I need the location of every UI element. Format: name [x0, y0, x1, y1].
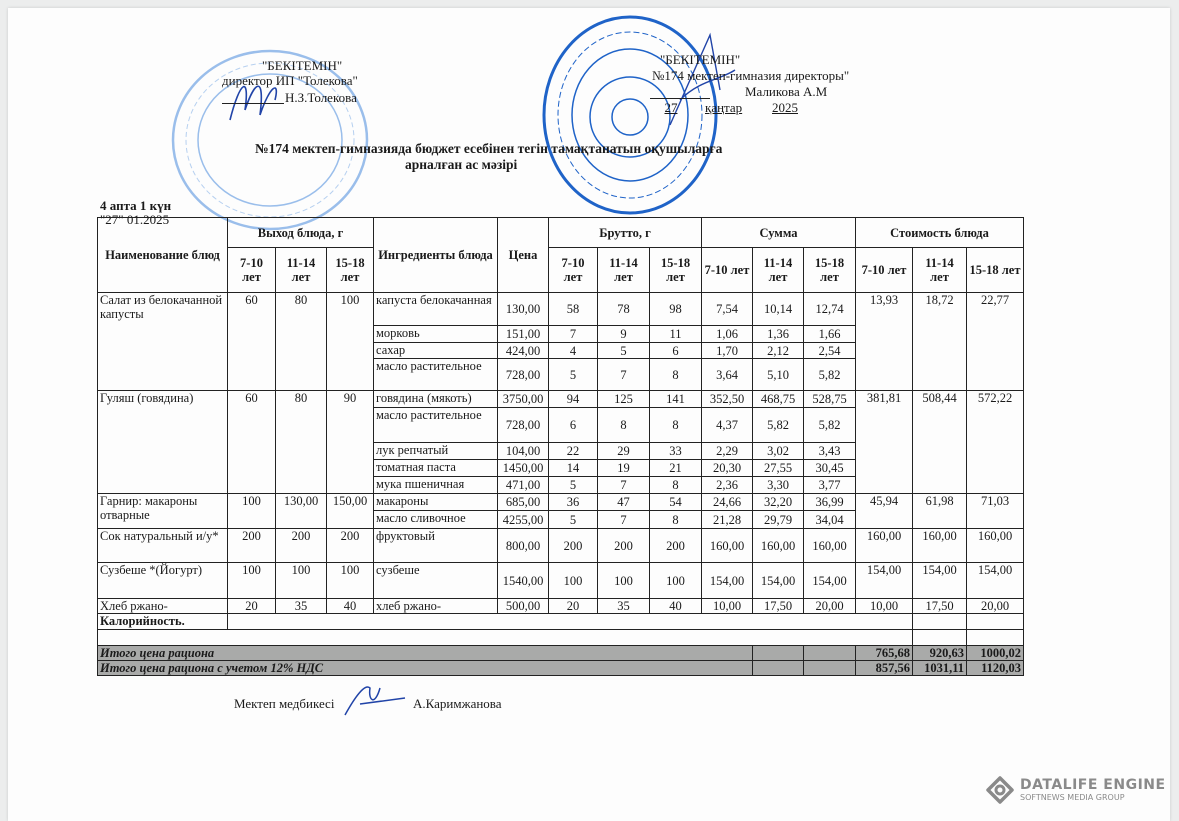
ingredient-brutto: 14: [549, 460, 598, 477]
ingredient-brutto: 5: [598, 343, 650, 359]
header-sum-age: 15-18 лет: [804, 248, 856, 293]
ingredient-name: капуста белокачанная: [374, 293, 498, 326]
ingredient-sum: 34,04: [804, 511, 856, 529]
approval-year: 2025: [772, 100, 798, 115]
total-vat-row-label: Итого цена рациона с учетом 12% НДС: [98, 661, 753, 676]
ingredient-sum: 10,14: [753, 293, 804, 326]
signature-line: [222, 90, 284, 104]
watermark: [986, 776, 1166, 804]
ingredient-brutto: 5: [549, 511, 598, 529]
ingredient-brutto: 6: [650, 343, 702, 359]
ingredient-brutto: 21: [650, 460, 702, 477]
ingredient-sum: 30,45: [804, 460, 856, 477]
dish-cost: 17,50: [913, 599, 967, 614]
ingredient-brutto: 5: [549, 359, 598, 391]
ingredient-brutto: 7: [598, 511, 650, 529]
ingredient-name: хлеб ржано-: [374, 599, 498, 614]
nurse-signature-line: [97, 696, 1024, 712]
total-vat-row-value: 857,56: [856, 661, 913, 676]
ingredient-brutto: 98: [650, 293, 702, 326]
dish-cost: 10,00: [856, 599, 913, 614]
ingredient-sum: 468,75: [753, 391, 804, 408]
ingredient-brutto: 100: [650, 563, 702, 599]
ingredient-name: сахар: [374, 343, 498, 359]
ingredient-brutto: 94: [549, 391, 598, 408]
ingredient-sum: 32,20: [753, 494, 804, 511]
ingredient-sum: 27,55: [753, 460, 804, 477]
empty-cell: [804, 661, 856, 676]
dish-cost: 18,72: [913, 293, 967, 391]
ingredient-brutto: 7: [598, 359, 650, 391]
ingredient-sum: 3,02: [753, 443, 804, 460]
dish-cost: 45,94: [856, 494, 913, 529]
ingredient-sum: 1,66: [804, 326, 856, 343]
ingredient-brutto: 11: [650, 326, 702, 343]
dish-cost: 154,00: [856, 563, 913, 599]
empty-cell: [98, 630, 913, 646]
ingredient-brutto: 5: [549, 477, 598, 494]
header-brutto-age: 7-10 лет: [549, 248, 598, 293]
ingredient-brutto: 141: [650, 391, 702, 408]
watermark-title: DATALIFE ENGINE: [1020, 777, 1166, 793]
ingredient-sum: 5,82: [804, 359, 856, 391]
nurse-name: А.Каримжанова: [413, 696, 502, 711]
ingredient-brutto: 8: [598, 408, 650, 443]
table-row: [98, 494, 1024, 511]
ingredient-brutto: 33: [650, 443, 702, 460]
approval-right-title: "БЕКІТЕМІН": [660, 52, 741, 67]
header-cost-age: 7-10 лет: [856, 248, 913, 293]
ingredient-sum: 5,82: [804, 408, 856, 443]
ingredient-sum: 4,37: [702, 408, 753, 443]
ingredient-sum: 1,06: [702, 326, 753, 343]
watermark-subtitle: SOFTNEWS MEDIA GROUP: [1020, 793, 1125, 802]
ingredient-brutto: 4: [549, 343, 598, 359]
ingredient-brutto: 54: [650, 494, 702, 511]
approval-month: қаңтар: [705, 100, 743, 115]
ingredient-sum: 154,00: [804, 563, 856, 599]
dish-name: Сок натуральный и/у*: [98, 529, 228, 563]
ingredient-sum: 3,30: [753, 477, 804, 494]
dish-yield: 40: [327, 599, 374, 614]
dish-yield: 200: [327, 529, 374, 563]
total-row: [98, 646, 1024, 661]
ingredient-price: 728,00: [498, 408, 549, 443]
ingredient-name: макароны: [374, 494, 498, 511]
document-subtitle: арналған ас мәзірі: [405, 157, 518, 172]
empty-cell: [913, 630, 967, 646]
table-row: [98, 599, 1024, 614]
ingredient-sum: 24,66: [702, 494, 753, 511]
ingredient-brutto: 200: [549, 529, 598, 563]
menu-table: [97, 217, 1024, 676]
empty-cell: [967, 614, 1024, 630]
empty-cell: [228, 614, 913, 630]
total-row-value: 1000,02: [967, 646, 1024, 661]
ingredient-sum: 352,50: [702, 391, 753, 408]
ingredient-sum: 160,00: [702, 529, 753, 563]
ingredient-brutto: 8: [650, 359, 702, 391]
ingredient-brutto: 29: [598, 443, 650, 460]
dish-yield: 100: [327, 293, 374, 391]
table-row: [98, 293, 1024, 326]
total-vat-row-value: 1120,03: [967, 661, 1024, 676]
header-sum: Сумма: [702, 218, 856, 248]
approval-left-title: "БЕКІТЕМІН": [262, 58, 343, 73]
ingredient-sum: 5,82: [753, 408, 804, 443]
dish-yield: 80: [276, 293, 327, 391]
dish-yield: 100: [228, 563, 276, 599]
empty-cell: [753, 661, 804, 676]
total-row-label: Итого цена рациона: [98, 646, 753, 661]
table-row: [98, 391, 1024, 408]
ingredient-sum: 160,00: [804, 529, 856, 563]
ingredient-price: 500,00: [498, 599, 549, 614]
ingredient-brutto: 19: [598, 460, 650, 477]
ingredient-sum: 20,30: [702, 460, 753, 477]
dish-yield: 60: [228, 293, 276, 391]
dish-cost: 160,00: [913, 529, 967, 563]
dish-yield: 200: [276, 529, 327, 563]
ingredient-brutto: 35: [598, 599, 650, 614]
calories-row: [98, 614, 1024, 630]
ingredient-price: 151,00: [498, 326, 549, 343]
ingredient-sum: 2,29: [702, 443, 753, 460]
ingredient-brutto: 20: [549, 599, 598, 614]
dish-yield: 20: [228, 599, 276, 614]
empty-cell: [804, 646, 856, 661]
approval-left-name: Н.З.Толекова: [285, 90, 357, 105]
header-sum-age: 11-14 лет: [753, 248, 804, 293]
datalife-logo-icon: [986, 776, 1014, 804]
table-row: [98, 563, 1024, 599]
dish-yield: 80: [276, 391, 327, 494]
ingredient-brutto: 200: [598, 529, 650, 563]
ingredient-brutto: 9: [598, 326, 650, 343]
ingredient-sum: 528,75: [804, 391, 856, 408]
ingredient-sum: 2,36: [702, 477, 753, 494]
header-price: Цена: [498, 218, 549, 293]
blank-row: [98, 630, 1024, 646]
ingredient-sum: 154,00: [702, 563, 753, 599]
ingredient-price: 130,00: [498, 293, 549, 326]
ingredient-brutto: 125: [598, 391, 650, 408]
menu-date: "27" 01.2025: [100, 212, 170, 227]
dish-cost: 160,00: [856, 529, 913, 563]
total-vat-row-value: 1031,11: [913, 661, 967, 676]
dish-yield: 35: [276, 599, 327, 614]
ingredient-name: морковь: [374, 326, 498, 343]
ingredient-sum: 3,43: [804, 443, 856, 460]
ingredient-price: 1450,00: [498, 460, 549, 477]
ingredient-name: масло сливочное: [374, 511, 498, 529]
approval-left-position: директор ИП "Толекова": [222, 73, 358, 88]
ingredient-sum: 160,00: [753, 529, 804, 563]
header-sum-age: 7-10 лет: [702, 248, 753, 293]
ingredient-sum: 17,50: [753, 599, 804, 614]
total-vat-row: [98, 661, 1024, 676]
header-ingredients: Ингредиенты блюда: [374, 218, 498, 293]
ingredient-brutto: 8: [650, 408, 702, 443]
header-yield-age: 15-18 лет: [327, 248, 374, 293]
ingredient-name: томатная паста: [374, 460, 498, 477]
approval-right-position: №174 мектеп-гимназия директоры": [652, 68, 850, 83]
dish-cost: 22,77: [967, 293, 1024, 391]
ingredient-name: масло растительное: [374, 408, 498, 443]
ingredient-name: сузбеше: [374, 563, 498, 599]
ingredient-price: 728,00: [498, 359, 549, 391]
header-brutto-age: 15-18 лет: [650, 248, 702, 293]
ingredient-brutto: 6: [549, 408, 598, 443]
total-row-value: 920,63: [913, 646, 967, 661]
ingredient-name: лук репчатый: [374, 443, 498, 460]
header-yield-age: 7-10 лет: [228, 248, 276, 293]
dish-yield: 100: [327, 563, 374, 599]
header-cost: Стоимость блюда: [856, 218, 1024, 248]
ingredient-sum: 29,79: [753, 511, 804, 529]
ingredient-name: мука пшеничная: [374, 477, 498, 494]
header-yield: Выход блюда, г: [228, 218, 374, 248]
ingredient-sum: 7,54: [702, 293, 753, 326]
header-cost-age: 11-14 лет: [913, 248, 967, 293]
ingredient-price: 685,00: [498, 494, 549, 511]
ingredient-sum: 2,54: [804, 343, 856, 359]
dish-cost: 381,81: [856, 391, 913, 494]
header-brutto-age: 11-14 лет: [598, 248, 650, 293]
dish-yield: 60: [228, 391, 276, 494]
dish-yield: 100: [276, 563, 327, 599]
total-row-value: 765,68: [856, 646, 913, 661]
dish-name: Гарнир: макароны отварные: [98, 494, 228, 529]
ingredient-sum: 154,00: [753, 563, 804, 599]
header-name: Наименование блюд: [98, 218, 228, 293]
header-yield-age: 11-14 лет: [276, 248, 327, 293]
ingredient-sum: 1,36: [753, 326, 804, 343]
ingredient-sum: 5,10: [753, 359, 804, 391]
table-section: [97, 217, 1024, 712]
ingredient-price: 1540,00: [498, 563, 549, 599]
week-day: 4 апта 1 күн: [100, 198, 172, 213]
empty-cell: [753, 646, 804, 661]
dish-name: Гуляш (говядина): [98, 391, 228, 494]
ingredient-brutto: 200: [650, 529, 702, 563]
ingredient-brutto: 8: [650, 477, 702, 494]
calories-label: Калорийность.: [98, 614, 228, 630]
empty-cell: [913, 614, 967, 630]
empty-cell: [967, 630, 1024, 646]
ingredient-brutto: 100: [598, 563, 650, 599]
dish-name: Хлеб ржано-: [98, 599, 228, 614]
ingredient-sum: 21,28: [702, 511, 753, 529]
ingredient-name: говядина (мякоть): [374, 391, 498, 408]
ingredient-price: 4255,00: [498, 511, 549, 529]
ingredient-sum: 36,99: [804, 494, 856, 511]
ingredient-brutto: 58: [549, 293, 598, 326]
ingredient-sum: 3,64: [702, 359, 753, 391]
dish-cost: 71,03: [967, 494, 1024, 529]
ingredient-sum: 12,74: [804, 293, 856, 326]
ingredient-price: 3750,00: [498, 391, 549, 408]
nurse-label: Мектеп медбикесі: [234, 696, 335, 711]
ingredient-brutto: 40: [650, 599, 702, 614]
header-cost-age: 15-18 лет: [967, 248, 1024, 293]
dish-yield: 130,00: [276, 494, 327, 529]
dish-cost: 154,00: [967, 563, 1024, 599]
signature-line: [650, 84, 710, 99]
ingredient-sum: 10,00: [702, 599, 753, 614]
ingredient-brutto: 100: [549, 563, 598, 599]
ingredient-brutto: 8: [650, 511, 702, 529]
dish-yield: 200: [228, 529, 276, 563]
dish-name: Салат из белокачанной капусты: [98, 293, 228, 391]
document-title: №174 мектеп-гимназияда бюджет есебінен тегін тамақтанатын оқушыларға: [255, 141, 723, 156]
dish-cost: 508,44: [913, 391, 967, 494]
dish-yield: 150,00: [327, 494, 374, 529]
ingredient-brutto: 7: [598, 477, 650, 494]
ingredient-sum: 3,77: [804, 477, 856, 494]
approval-day: 27: [664, 100, 678, 115]
ingredient-name: фруктовый: [374, 529, 498, 563]
ingredient-brutto: 7: [549, 326, 598, 343]
ingredient-price: 104,00: [498, 443, 549, 460]
ingredient-brutto: 22: [549, 443, 598, 460]
ingredient-sum: 2,12: [753, 343, 804, 359]
dish-yield: 90: [327, 391, 374, 494]
dish-cost: 572,22: [967, 391, 1024, 494]
dish-cost: 160,00: [967, 529, 1024, 563]
dish-cost: 13,93: [856, 293, 913, 391]
header-brutto: Брутто, г: [549, 218, 702, 248]
ingredient-sum: 20,00: [804, 599, 856, 614]
ingredient-price: 424,00: [498, 343, 549, 359]
ingredient-brutto: 78: [598, 293, 650, 326]
table-row: [98, 529, 1024, 563]
dish-name: Сузбеше *(Йогурт): [98, 563, 228, 599]
dish-cost: 20,00: [967, 599, 1024, 614]
dish-cost: 154,00: [913, 563, 967, 599]
dish-cost: 61,98: [913, 494, 967, 529]
ingredient-sum: 1,70: [702, 343, 753, 359]
ingredient-name: масло растительное: [374, 359, 498, 391]
dish-yield: 100: [228, 494, 276, 529]
ingredient-price: 800,00: [498, 529, 549, 563]
ingredient-brutto: 36: [549, 494, 598, 511]
ingredient-brutto: 47: [598, 494, 650, 511]
approval-right-name: Маликова А.М: [745, 84, 828, 99]
ingredient-price: 471,00: [498, 477, 549, 494]
